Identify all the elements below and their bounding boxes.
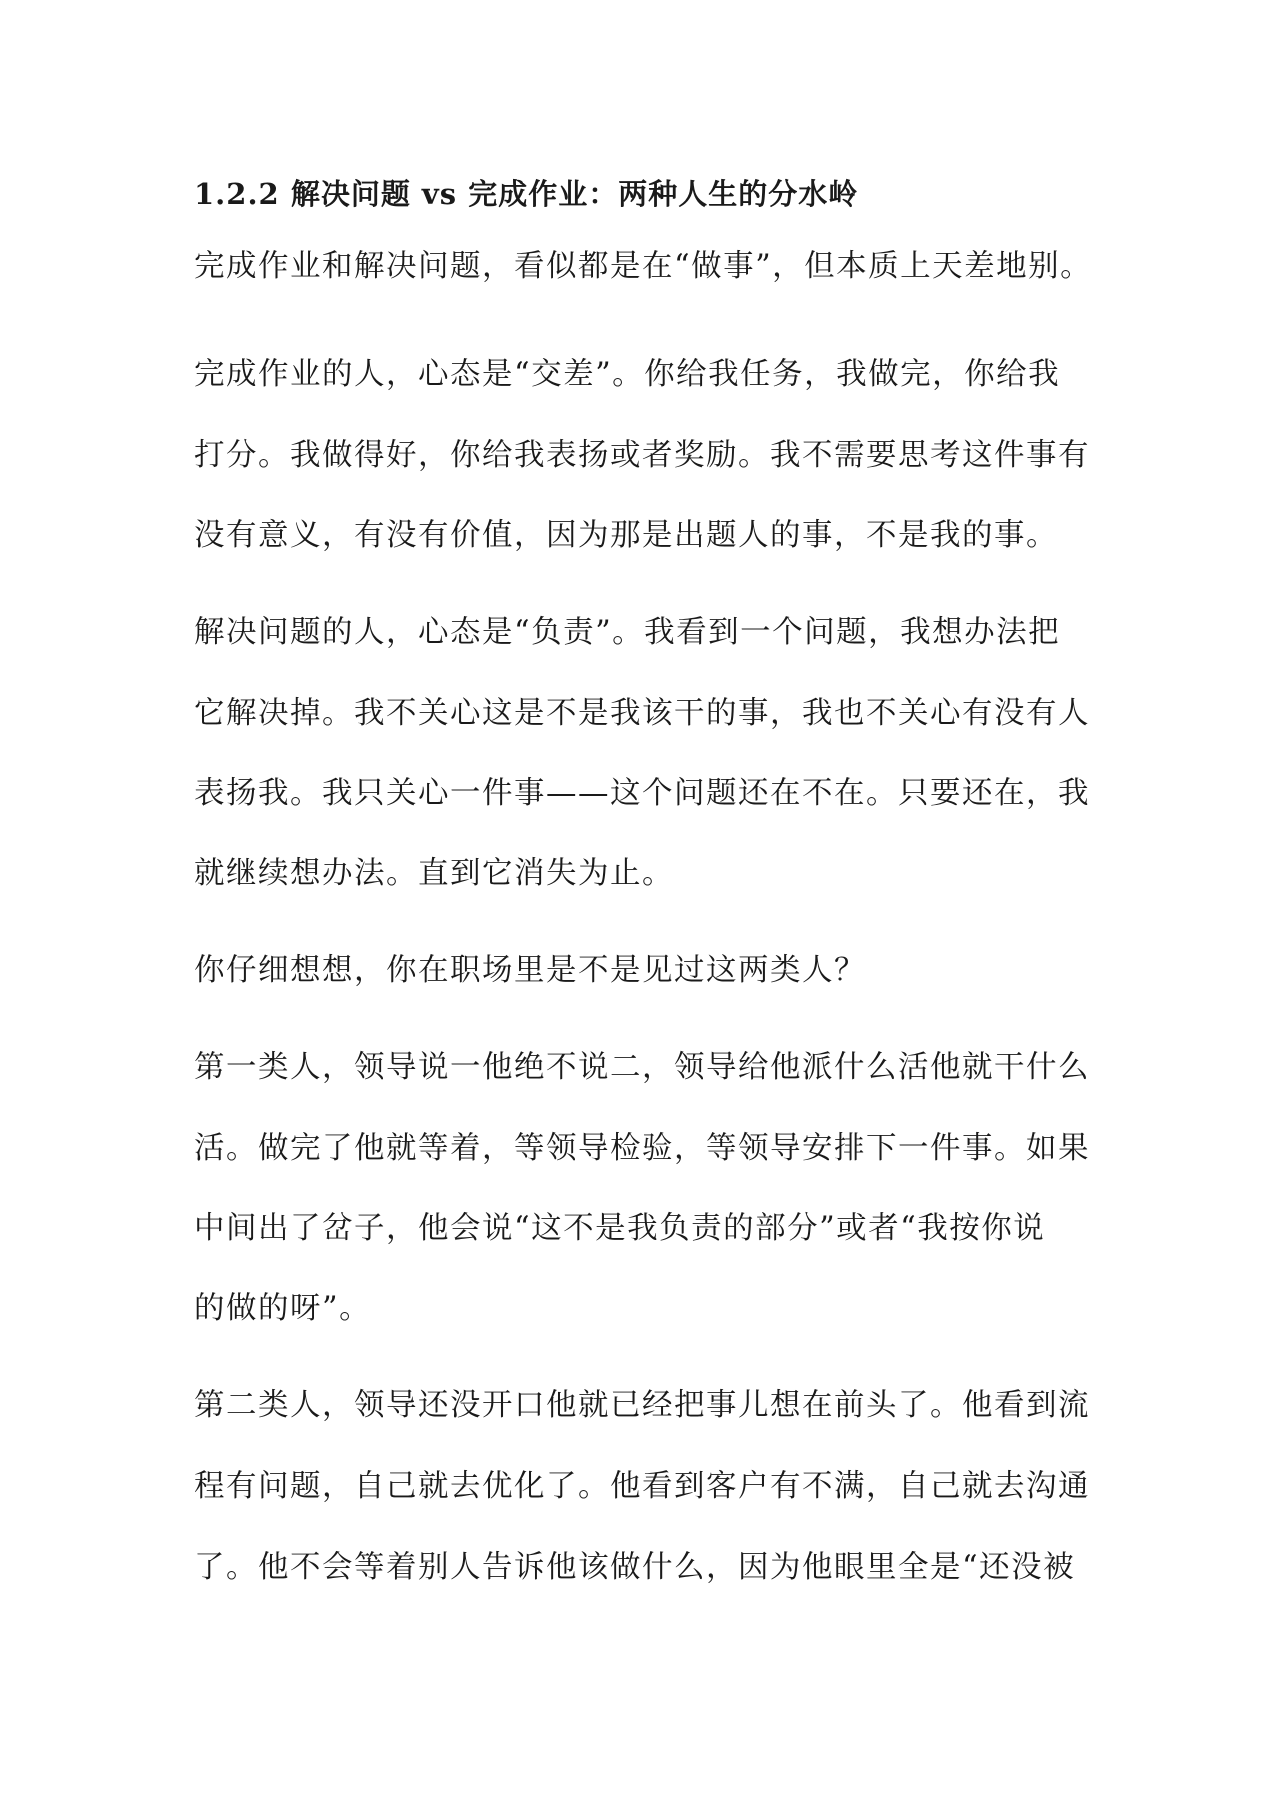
paragraph-line: 活。做完了他就等着，等领导检验，等领导安排下一件事。如果 — [194, 1131, 1090, 1166]
paragraph-line: 完成作业的人，心态是“交差”。你给我任务，我做完，你给我 — [194, 357, 1061, 392]
paragraph-line: 打分。我做得好，你给我表扬或者奖励。我不需要思考这件事有 — [194, 438, 1090, 473]
paragraph-line: 第二类人，领导还没开口他就已经把事儿想在前头了。他看到流 — [194, 1388, 1090, 1423]
paragraph-line: 解决问题的人，心态是“负责”。我看到一个问题，我想办法把 — [194, 615, 1061, 650]
paragraph-line: 它解决掉。我不关心这是不是我该干的事，我也不关心有没有人 — [194, 696, 1090, 731]
paragraph-line: 表扬我。我只关心一件事——这个问题还在不在。只要还在，我 — [194, 776, 1090, 811]
paragraph-line: 了。他不会等着别人告诉他该做什么，因为他眼里全是“还没被 — [194, 1550, 1076, 1585]
paragraph-line: 的做的呀”。 — [194, 1291, 372, 1326]
paragraph-line: 第一类人，领导说一他绝不说二，领导给他派什么活他就干什么 — [194, 1050, 1090, 1085]
paragraph-line: 程有问题，自己就去优化了。他看到客户有不满，自己就去沟通 — [194, 1469, 1090, 1504]
section-heading: 1.2.2 解决问题 vs 完成作业：两种人生的分水岭 — [194, 177, 859, 211]
paragraph-line: 就继续想办法。直到它消失为止。 — [194, 856, 674, 891]
paragraph-line: 中间出了岔子，他会说“这不是我负责的部分”或者“我按你说 — [194, 1211, 1046, 1246]
paragraph-line: 完成作业和解决问题，看似都是在“做事”，但本质上天差地别。 — [194, 249, 1093, 284]
paragraph-line: 你仔细想想，你在职场里是不是见过这两类人？ — [194, 953, 866, 988]
paragraph-line: 没有意义，有没有价值，因为那是出题人的事，不是我的事。 — [194, 518, 1058, 553]
